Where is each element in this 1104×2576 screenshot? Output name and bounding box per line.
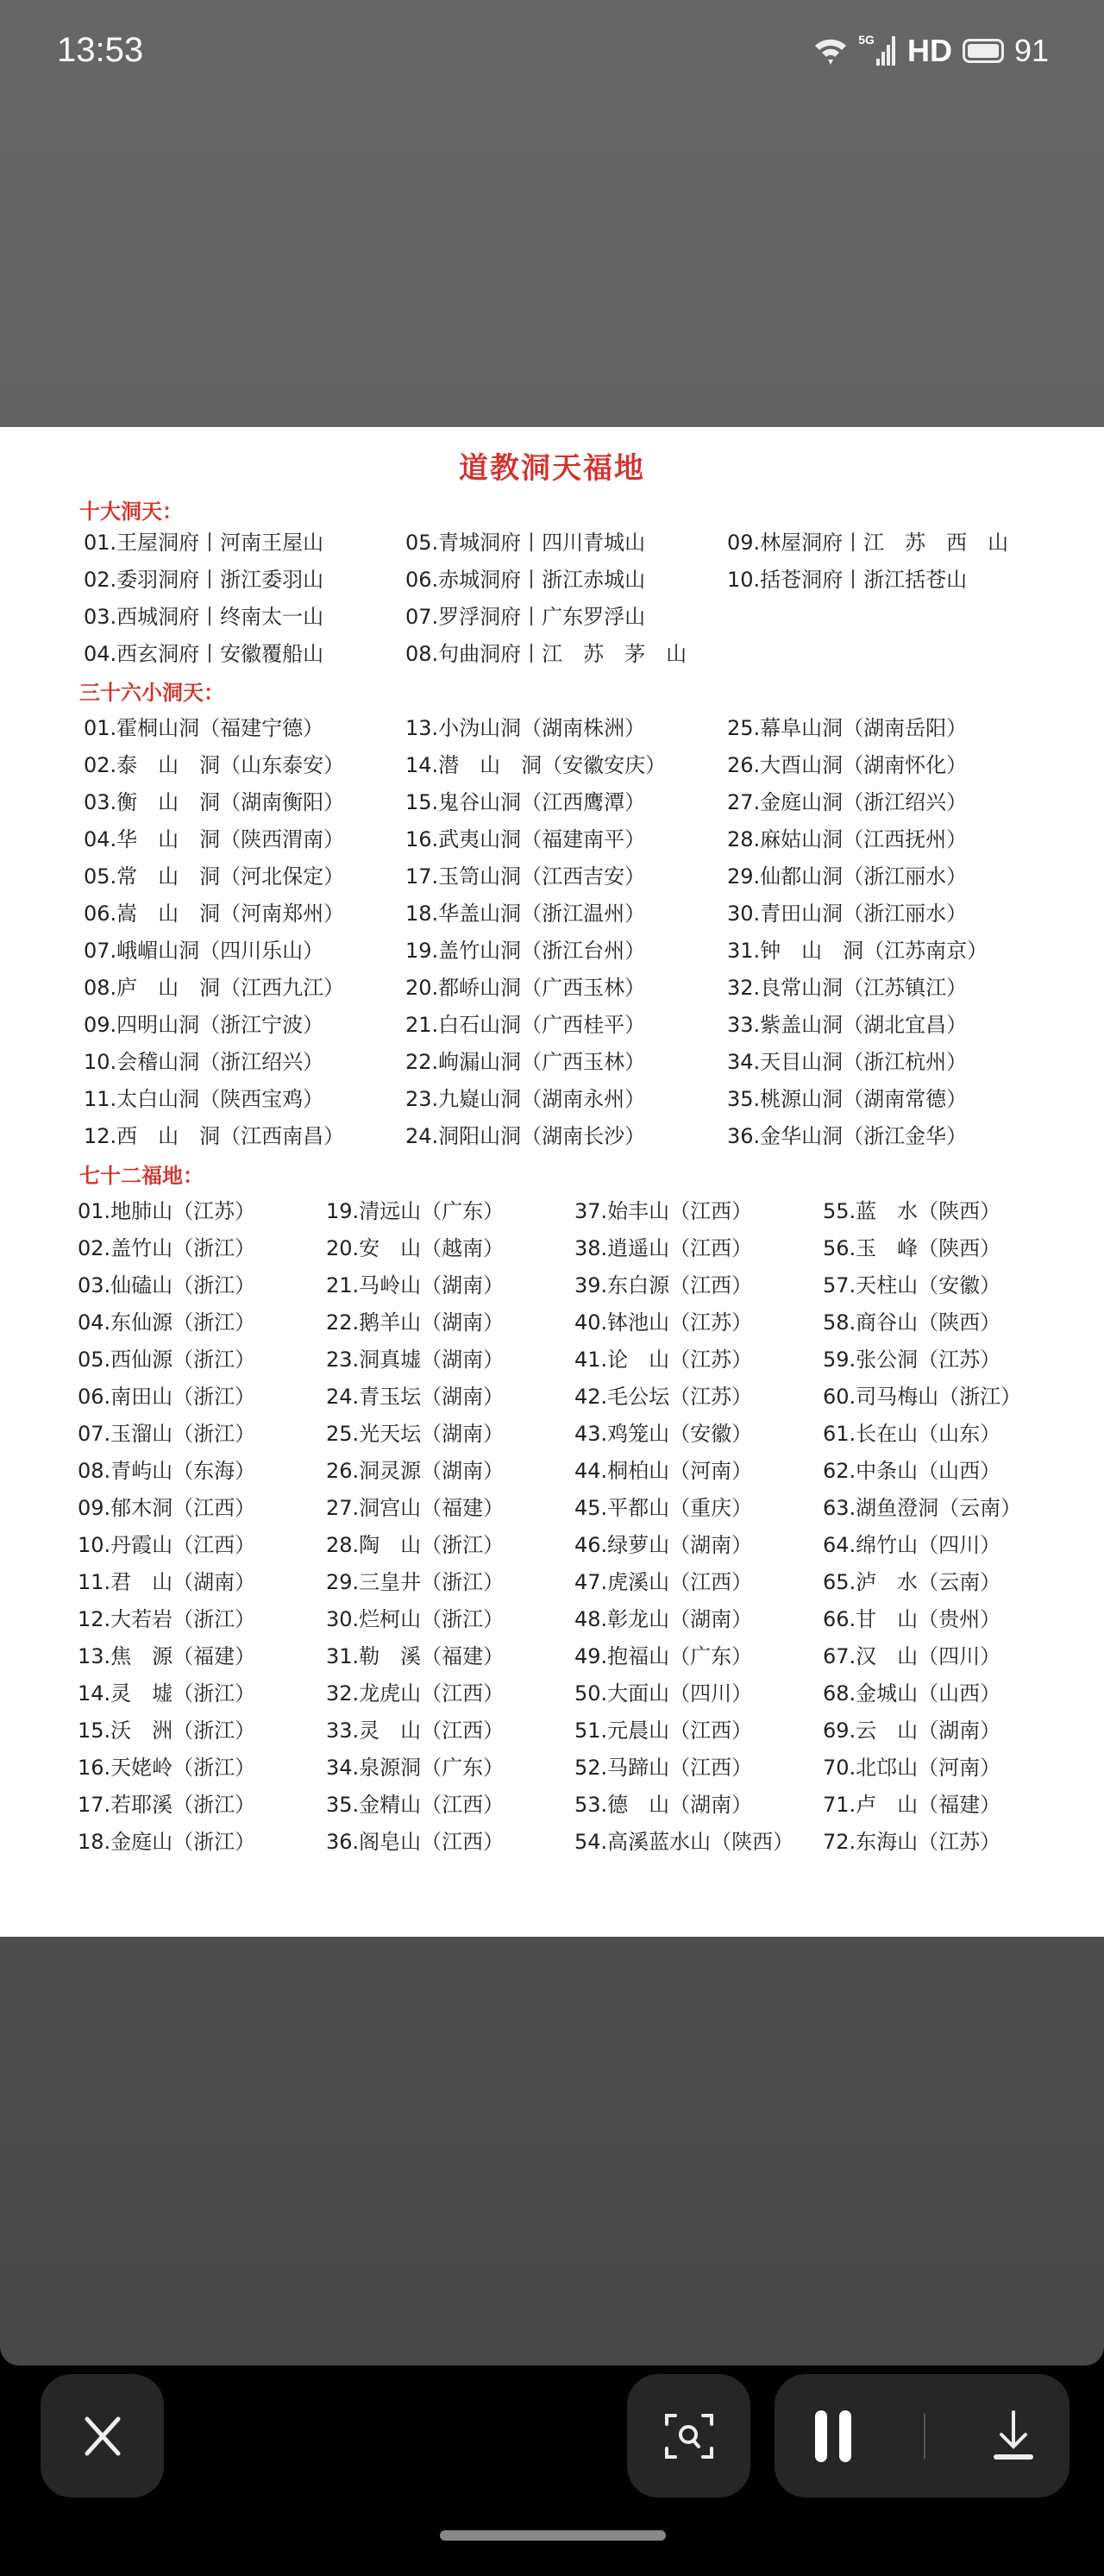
hd-indicator: HD [906, 33, 952, 68]
wifi-icon [813, 35, 848, 66]
list-item: 10.丹霞山（江西） [78, 1533, 256, 1557]
list-item: 23.洞真墟（湖南） [326, 1348, 505, 1372]
list-item: 56.玉 峰（陕西） [823, 1236, 1001, 1260]
thirty-six-caves-list [84, 710, 1049, 1155]
list-item: 52.马蹄山（江西） [574, 1756, 753, 1780]
list-item: 25.幕阜山洞（湖南岳阳） [727, 716, 968, 740]
list-item: 33.紫盖山洞（湖北宜昌） [727, 1013, 968, 1037]
list-item: 09.郁木洞（江西） [78, 1496, 256, 1520]
list-item: 22.鹅羊山（湖南） [326, 1310, 505, 1335]
list-item: 21.马岭山（湖南） [326, 1273, 505, 1297]
list-item: 29.仙都山洞（浙江丽水） [727, 864, 968, 889]
list-item: 08.青屿山（东海） [78, 1459, 256, 1483]
list-item: 30.青田山洞（浙江丽水） [727, 902, 968, 926]
list-item: 46.绿萝山（湖南） [574, 1533, 753, 1557]
list-item: 26.大酉山洞（湖南怀化） [727, 753, 968, 777]
list-item: 07.罗浮洞府丨广东罗浮山 [405, 605, 646, 629]
list-item: 60.司马梅山（浙江） [823, 1385, 1022, 1409]
download-button[interactable] [989, 2410, 1038, 2462]
list-item: 37.始丰山（江西） [574, 1199, 753, 1223]
list-item: 17.若耶溪（浙江） [78, 1793, 256, 1817]
list-item: 22.岣漏山洞（广西玉林） [405, 1050, 646, 1074]
list-item: 21.白石山洞（广西桂平） [405, 1013, 646, 1037]
list-item: 18.金庭山（浙江） [78, 1830, 256, 1854]
list-item: 10.会稽山洞（浙江绍兴） [84, 1050, 324, 1074]
list-item: 27.金庭山洞（浙江绍兴） [727, 790, 968, 814]
list-item: 47.虎溪山（江西） [574, 1570, 753, 1594]
list-item: 35.桃源山洞（湖南常德） [727, 1087, 968, 1111]
list-item: 58.商谷山（陕西） [823, 1310, 1001, 1335]
list-item: 33.灵 山（江西） [326, 1718, 505, 1743]
list-item: 45.平都山（重庆） [574, 1496, 753, 1520]
media-controls [775, 2374, 1070, 2497]
list-item: 39.东白源（江西） [574, 1273, 753, 1297]
list-item: 06.赤城洞府丨浙江赤城山 [405, 568, 646, 592]
list-item: 24.青玉坛（湖南） [326, 1385, 505, 1409]
list-item: 42.毛公坛（江苏） [574, 1385, 753, 1409]
list-item: 05.青城洞府丨四川青城山 [405, 531, 646, 555]
list-item: 04.华 山 洞（陕西渭南） [84, 827, 345, 851]
list-item: 15.鬼谷山洞（江西鹰潭） [405, 790, 646, 814]
section-heading-thirty-six: 三十六小洞天： [79, 681, 224, 705]
list-item: 70.北邙山（河南） [823, 1756, 1001, 1780]
list-item: 63.湖鱼澄洞（云南） [823, 1496, 1022, 1520]
list-item: 06.南田山（浙江） [78, 1385, 256, 1409]
list-item: 08.句曲洞府丨江 苏 茅 山 [405, 642, 687, 666]
list-item: 24.洞阳山洞（湖南长沙） [405, 1124, 646, 1148]
list-item: 59.张公洞（江苏） [823, 1348, 1001, 1372]
list-item: 67.汉 山（四川） [823, 1644, 1001, 1668]
list-item: 34.天目山洞（浙江杭州） [727, 1050, 968, 1074]
list-item: 27.洞宫山（福建） [326, 1496, 505, 1520]
list-item: 19.盖竹山洞（浙江台州） [405, 939, 646, 963]
list-item: 16.天姥岭（浙江） [78, 1756, 256, 1780]
list-item: 31.钟 山 洞（江苏南京） [727, 939, 988, 963]
list-item: 09.四明山洞（浙江宁波） [84, 1013, 324, 1037]
signal-icon [876, 36, 897, 66]
list-item: 36.阁皂山（江西） [326, 1830, 505, 1854]
list-item: 05.常 山 洞（河北保定） [84, 864, 345, 889]
list-item: 04.东仙源（浙江） [78, 1310, 256, 1335]
network-5g: 5G [858, 33, 875, 47]
list-item: 44.桐柏山（河南） [574, 1459, 753, 1483]
divider [924, 2414, 925, 2459]
list-item: 02.泰 山 洞（山东泰安） [84, 753, 345, 777]
list-item: 43.鸡笼山（安徽） [574, 1422, 753, 1446]
list-item: 02.委羽洞府丨浙江委羽山 [84, 568, 324, 592]
list-item: 08.庐 山 洞（江西九江） [84, 976, 345, 1000]
list-item: 01.地肺山（江苏） [78, 1199, 256, 1223]
list-item: 57.天柱山（安徽） [823, 1273, 1001, 1297]
list-item: 32.良常山洞（江苏镇江） [727, 976, 968, 1000]
document-image [0, 427, 1104, 1937]
list-item: 68.金城山（山西） [823, 1681, 1001, 1706]
list-item: 07.玉溜山（浙江） [78, 1422, 256, 1446]
list-item: 16.武夷山洞（福建南平） [405, 827, 646, 851]
list-item: 03.西城洞府丨终南太一山 [84, 605, 324, 629]
list-item: 01.王屋洞府丨河南王屋山 [84, 531, 324, 555]
list-item: 11.君 山（湖南） [78, 1570, 256, 1594]
list-item: 72.东海山（江苏） [823, 1830, 1001, 1854]
pause-button[interactable] [806, 2410, 860, 2462]
list-item: 17.玉笥山洞（江西吉安） [405, 864, 646, 889]
list-item: 19.清远山（广东） [326, 1199, 505, 1223]
list-item: 55.蓝 水（陕西） [823, 1199, 1001, 1223]
close-button[interactable] [41, 2374, 164, 2497]
list-item: 07.峨嵋山洞（四川乐山） [84, 939, 324, 963]
list-item: 50.大面山（四川） [574, 1681, 753, 1706]
section-heading-ten: 十大洞天： [79, 499, 183, 524]
list-item: 51.元晨山（江西） [574, 1718, 753, 1743]
list-item: 28.麻姑山洞（江西抚州） [727, 827, 968, 851]
scan-search-icon [663, 2410, 715, 2462]
list-item: 41.论 山（江苏） [574, 1348, 753, 1372]
battery-level: 91 [1013, 33, 1049, 68]
list-item: 30.烂柯山（浙江） [326, 1607, 505, 1631]
list-item: 54.高溪蓝水山（陕西） [574, 1830, 794, 1854]
list-item: 15.沃 洲（浙江） [78, 1718, 256, 1743]
list-item: 35.金精山（江西） [326, 1793, 505, 1817]
list-item: 02.盖竹山（浙江） [78, 1236, 256, 1260]
list-item: 38.逍遥山（江西） [574, 1236, 753, 1260]
list-item: 18.华盖山洞（浙江温州） [405, 902, 646, 926]
list-item: 04.西玄洞府丨安徽覆船山 [84, 642, 324, 666]
list-item: 49.抱福山（广东） [574, 1644, 753, 1668]
ten-caves-list [84, 525, 1049, 673]
list-item: 14.潜 山 洞（安徽安庆） [405, 753, 667, 777]
list-item: 32.龙虎山（江西） [326, 1681, 505, 1706]
list-item: 48.彰龙山（湖南） [574, 1607, 753, 1631]
section-heading-seventy-two: 七十二福地： [79, 1164, 204, 1188]
page-title: 道教洞天福地 [459, 451, 645, 486]
list-item: 29.三皇井（浙江） [326, 1570, 505, 1594]
list-item: 64.绵竹山（四川） [823, 1533, 1001, 1557]
list-item: 66.甘 山（贵州） [823, 1607, 1001, 1631]
list-item [727, 636, 1049, 673]
list-item: 53.德 山（湖南） [574, 1793, 753, 1817]
list-item: 62.中条山（山西） [823, 1459, 1001, 1483]
list-item: 20.安 山（越南） [326, 1236, 505, 1260]
list-item: 40.钵池山（江苏） [574, 1310, 753, 1335]
close-icon [82, 2416, 123, 2457]
list-item: 20.都峤山洞（广西玉林） [405, 976, 646, 1000]
list-item: 71.卢 山（福建） [823, 1793, 1001, 1817]
list-item: 36.金华山洞（浙江金华） [727, 1124, 968, 1148]
list-item: 31.勒 溪（福建） [326, 1644, 505, 1668]
status-time: 13:53 [57, 31, 144, 69]
list-item: 26.洞灵源（湖南） [326, 1459, 505, 1483]
status-bar [0, 0, 1104, 104]
list-item: 61.长在山（山东） [823, 1422, 1001, 1446]
list-item: 12.西 山 洞（江西南昌） [84, 1124, 345, 1148]
list-item: 13.焦 源（福建） [78, 1644, 256, 1668]
seventy-two-lands-list [78, 1193, 1071, 1861]
list-item: 65.泸 水（云南） [823, 1570, 1001, 1594]
list-item: 14.灵 墟（浙江） [78, 1681, 256, 1706]
home-indicator[interactable] [440, 2530, 666, 2541]
list-item: 28.陶 山（浙江） [326, 1533, 505, 1557]
list-item [727, 599, 1049, 636]
list-item: 12.大若岩（浙江） [78, 1607, 256, 1631]
list-item: 03.仙磕山（浙江） [78, 1273, 256, 1297]
list-item: 34.泉源洞（广东） [326, 1756, 505, 1780]
battery-icon [963, 39, 1004, 63]
list-item: 05.西仙源（浙江） [78, 1348, 256, 1372]
list-item: 11.太白山洞（陕西宝鸡） [84, 1087, 324, 1111]
list-item: 23.九嶷山洞（湖南永州） [405, 1087, 646, 1111]
list-item: 01.霍桐山洞（福建宁德） [84, 716, 324, 740]
list-item: 03.衡 山 洞（湖南衡阳） [84, 790, 345, 814]
list-item: 06.嵩 山 洞（河南郑州） [84, 902, 345, 926]
list-item: 10.括苍洞府丨浙江括苍山 [727, 568, 968, 592]
scan-search-button[interactable] [627, 2374, 750, 2497]
list-item: 25.光天坛（湖南） [326, 1422, 505, 1446]
list-item: 13.小沩山洞（湖南株洲） [405, 716, 646, 740]
list-item: 69.云 山（湖南） [823, 1718, 1001, 1743]
list-item: 09.林屋洞府丨江 苏 西 山 [727, 531, 1009, 555]
